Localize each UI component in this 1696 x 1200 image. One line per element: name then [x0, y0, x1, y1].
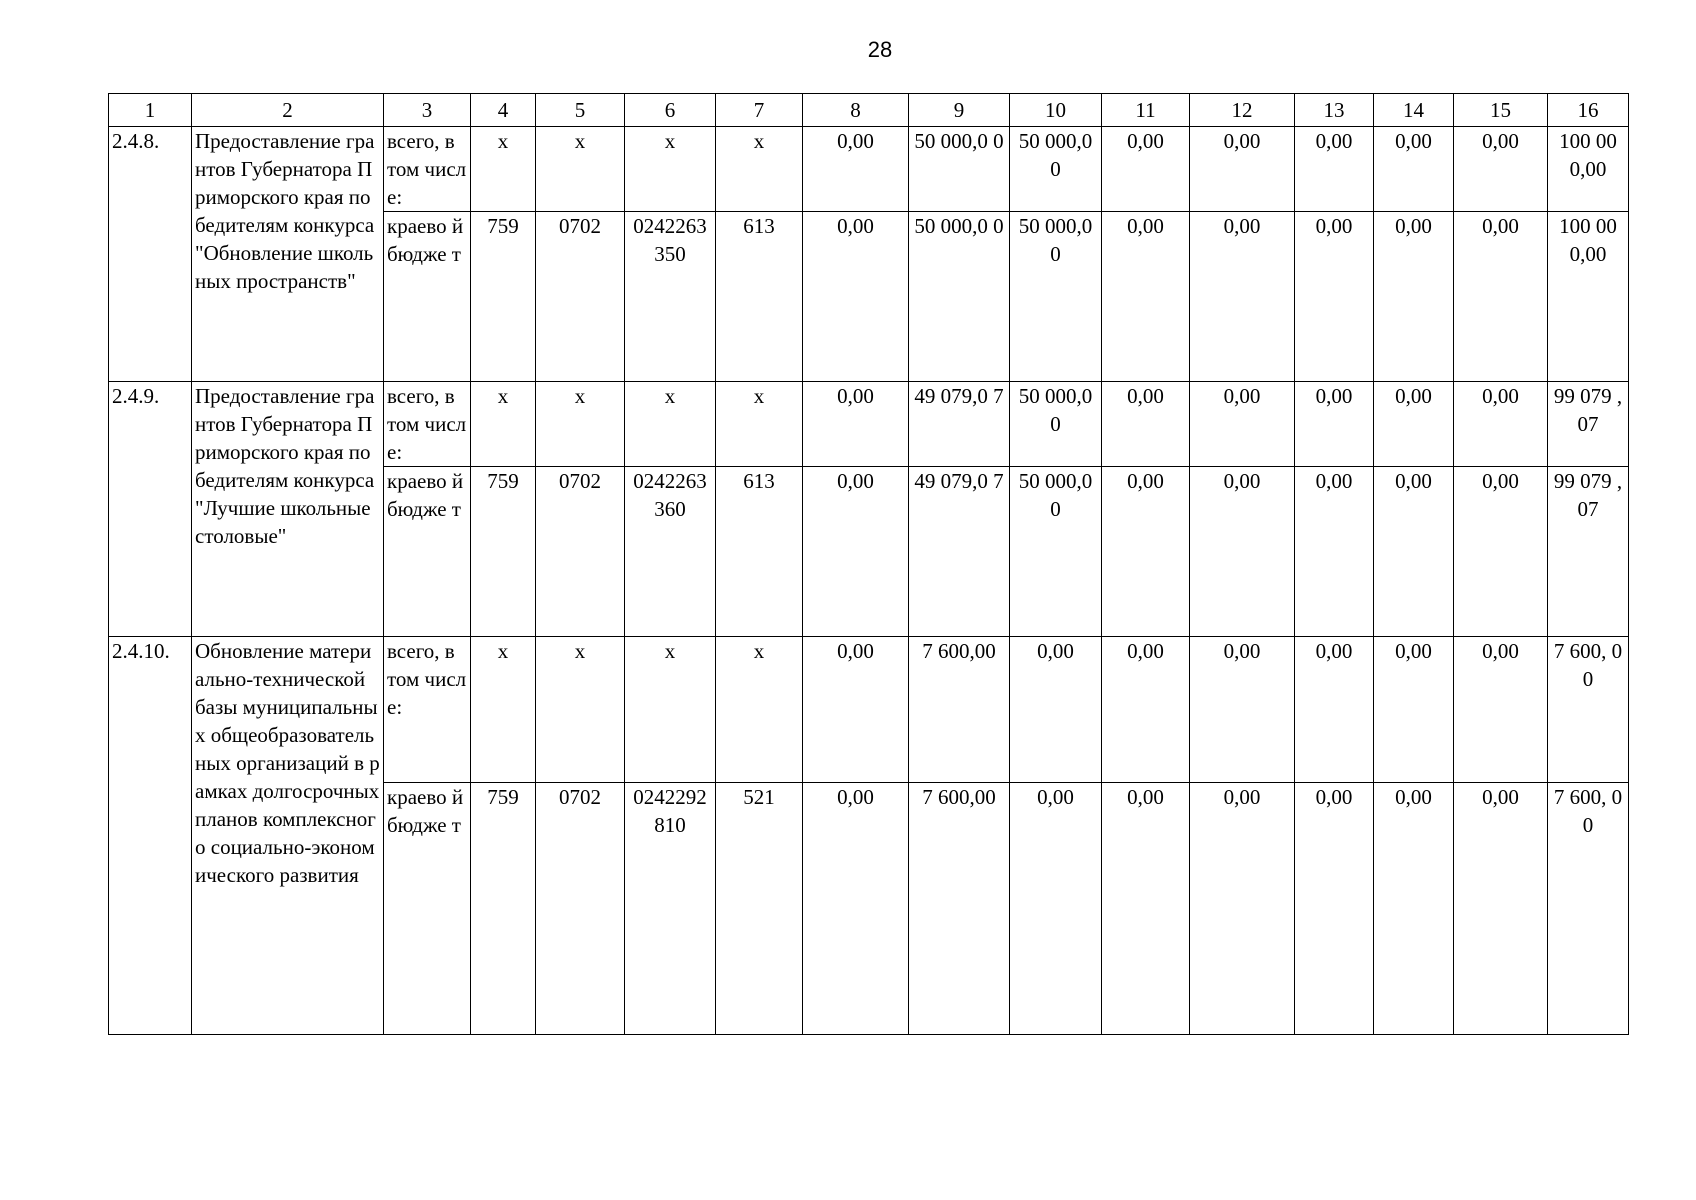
- table-cell: x: [471, 637, 536, 783]
- table-cell: x: [625, 637, 716, 783]
- table-cell: 0,00: [803, 127, 909, 212]
- table-cell: 0,00: [1454, 637, 1548, 783]
- table-cell: 50 000,0 0: [909, 212, 1010, 382]
- table-cell: 0,00: [1102, 212, 1190, 382]
- column-header: 13: [1295, 94, 1374, 127]
- table-cell: 50 000,0 0: [909, 127, 1010, 212]
- funding-source: краево й бюдже т: [384, 212, 471, 382]
- table-cell: 0,00: [1102, 382, 1190, 467]
- table-cell: 50 000,0 0: [1010, 127, 1102, 212]
- column-header: 5: [536, 94, 625, 127]
- table-cell: 0,00: [1295, 467, 1374, 637]
- item-number: 2.4.10.: [109, 637, 192, 1035]
- table-cell: x: [536, 127, 625, 212]
- table-cell: 0702: [536, 212, 625, 382]
- funding-source: всего, в том числе:: [384, 127, 471, 212]
- table-cell: 0,00: [1010, 637, 1102, 783]
- table-cell: 7 600, 00: [1548, 783, 1629, 1035]
- table-cell: 0,00: [1454, 783, 1548, 1035]
- column-header: 11: [1102, 94, 1190, 127]
- column-header: 3: [384, 94, 471, 127]
- table-row: [109, 127, 1629, 212]
- column-header: 15: [1454, 94, 1548, 127]
- column-header: 8: [803, 94, 909, 127]
- table-cell: 7 600,00: [909, 637, 1010, 783]
- funding-source: краево й бюдже т: [384, 783, 471, 1035]
- column-header: 14: [1374, 94, 1454, 127]
- item-description: Предоставление грантов Губернатора Приморского края победителям конкурса "Обновление школьных пространств": [192, 127, 384, 382]
- table-cell: 99 079 ,07: [1548, 382, 1629, 467]
- table-cell: 50 000,0 0: [1010, 212, 1102, 382]
- table-cell: 0,00: [1374, 127, 1454, 212]
- table-cell: 0,00: [1102, 127, 1190, 212]
- table-cell: 0,00: [1190, 783, 1295, 1035]
- table-cell: 0,00: [1295, 127, 1374, 212]
- column-header: 2: [192, 94, 384, 127]
- table-cell: 613: [716, 467, 803, 637]
- table-cell: 50 000,0 0: [1010, 382, 1102, 467]
- table-cell: 0,00: [803, 783, 909, 1035]
- table-cell: 0,00: [1190, 212, 1295, 382]
- item-description: Предоставление грантов Губернатора Приморского края победителям конкурса "Лучшие школьные столовые": [192, 382, 384, 637]
- table-cell: 0,00: [1102, 637, 1190, 783]
- table-cell: 49 079,0 7: [909, 382, 1010, 467]
- table-cell: x: [536, 382, 625, 467]
- table-cell: 0,00: [1190, 637, 1295, 783]
- table-cell: 521: [716, 783, 803, 1035]
- table-cell: 0,00: [1454, 467, 1548, 637]
- table-cell: x: [716, 637, 803, 783]
- column-header: 7: [716, 94, 803, 127]
- table-cell: 0,00: [803, 212, 909, 382]
- table-cell: 100 00 0,00: [1548, 212, 1629, 382]
- table-cell: x: [625, 127, 716, 212]
- table-cell: 49 079,0 7: [909, 467, 1010, 637]
- table-cell: 613: [716, 212, 803, 382]
- table-cell: 0,00: [1374, 212, 1454, 382]
- funding-source: всего, в том числе:: [384, 382, 471, 467]
- table-cell: 0,00: [1010, 783, 1102, 1035]
- table-cell: 0,00: [1295, 382, 1374, 467]
- column-header: 1: [109, 94, 192, 127]
- table-cell: 0,00: [1454, 212, 1548, 382]
- table-cell: 0,00: [803, 637, 909, 783]
- table-cell: 7 600,00: [909, 783, 1010, 1035]
- table-cell: x: [625, 382, 716, 467]
- table-cell: 50 000,0 0: [1010, 467, 1102, 637]
- table-cell: 0,00: [1102, 467, 1190, 637]
- table-cell: 0242263 360: [625, 467, 716, 637]
- table-cell: 100 00 0,00: [1548, 127, 1629, 212]
- table-cell: 0702: [536, 783, 625, 1035]
- table-cell: x: [716, 382, 803, 467]
- table-cell: 0242263 350: [625, 212, 716, 382]
- budget-table: [108, 93, 1629, 1035]
- table-cell: x: [471, 127, 536, 212]
- table-cell: 759: [471, 212, 536, 382]
- column-header: 12: [1190, 94, 1295, 127]
- item-number: 2.4.9.: [109, 382, 192, 637]
- table-cell: 0242292 810: [625, 783, 716, 1035]
- table-cell: 0,00: [803, 382, 909, 467]
- table-cell: 0,00: [1102, 783, 1190, 1035]
- table-cell: x: [471, 382, 536, 467]
- item-number: 2.4.8.: [109, 127, 192, 382]
- table-cell: 0,00: [1190, 382, 1295, 467]
- column-header: 6: [625, 94, 716, 127]
- page-number: 28: [867, 37, 893, 62]
- table-cell: 0,00: [1454, 382, 1548, 467]
- table-cell: 7 600, 00: [1548, 637, 1629, 783]
- table-cell: 0702: [536, 467, 625, 637]
- table-cell: 0,00: [1374, 637, 1454, 783]
- table-cell: 0,00: [1374, 783, 1454, 1035]
- table-cell: 0,00: [1454, 127, 1548, 212]
- table-cell: 0,00: [803, 467, 909, 637]
- table-row: [109, 637, 1629, 783]
- funding-source: краево й бюдже т: [384, 467, 471, 637]
- table-cell: 0,00: [1295, 212, 1374, 382]
- table-cell: 0,00: [1374, 382, 1454, 467]
- table-cell: 759: [471, 783, 536, 1035]
- column-header: 16: [1548, 94, 1629, 127]
- table-row: [109, 382, 1629, 467]
- column-header: 9: [909, 94, 1010, 127]
- table-cell: x: [716, 127, 803, 212]
- table-cell: 99 079 ,07: [1548, 467, 1629, 637]
- column-number-row: [109, 94, 1629, 127]
- funding-source: всего, в том числе:: [384, 637, 471, 783]
- item-description: Обновление материально-технической базы муниципальных общеобразовательных организаций в рамках долгосрочных планов комплексного социально-экономического развития: [192, 637, 384, 1035]
- table-cell: 0,00: [1295, 783, 1374, 1035]
- table-cell: 0,00: [1374, 467, 1454, 637]
- table-cell: x: [536, 637, 625, 783]
- table-cell: 0,00: [1295, 637, 1374, 783]
- column-header: 10: [1010, 94, 1102, 127]
- table-cell: 0,00: [1190, 467, 1295, 637]
- table-cell: 0,00: [1190, 127, 1295, 212]
- column-header: 4: [471, 94, 536, 127]
- table-cell: 759: [471, 467, 536, 637]
